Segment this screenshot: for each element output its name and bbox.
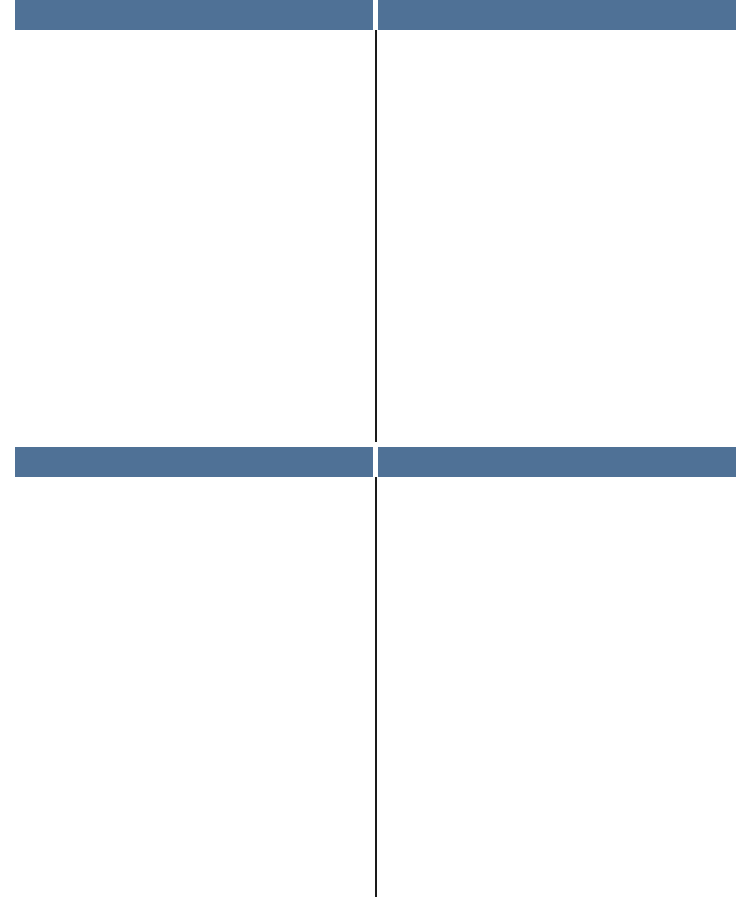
- panel-title: [15, 0, 373, 30]
- bolts-gasket-panel-bottom: [15, 447, 373, 897]
- bolts-gasket-panel-top: [378, 0, 736, 442]
- push-buttom-panel: [15, 0, 373, 442]
- column-divider: [375, 30, 377, 442]
- panel-title: [378, 0, 736, 30]
- gasket-panel: [378, 447, 736, 897]
- panel-title: [378, 447, 736, 477]
- column-divider: [375, 477, 377, 897]
- panel-title: [15, 447, 373, 477]
